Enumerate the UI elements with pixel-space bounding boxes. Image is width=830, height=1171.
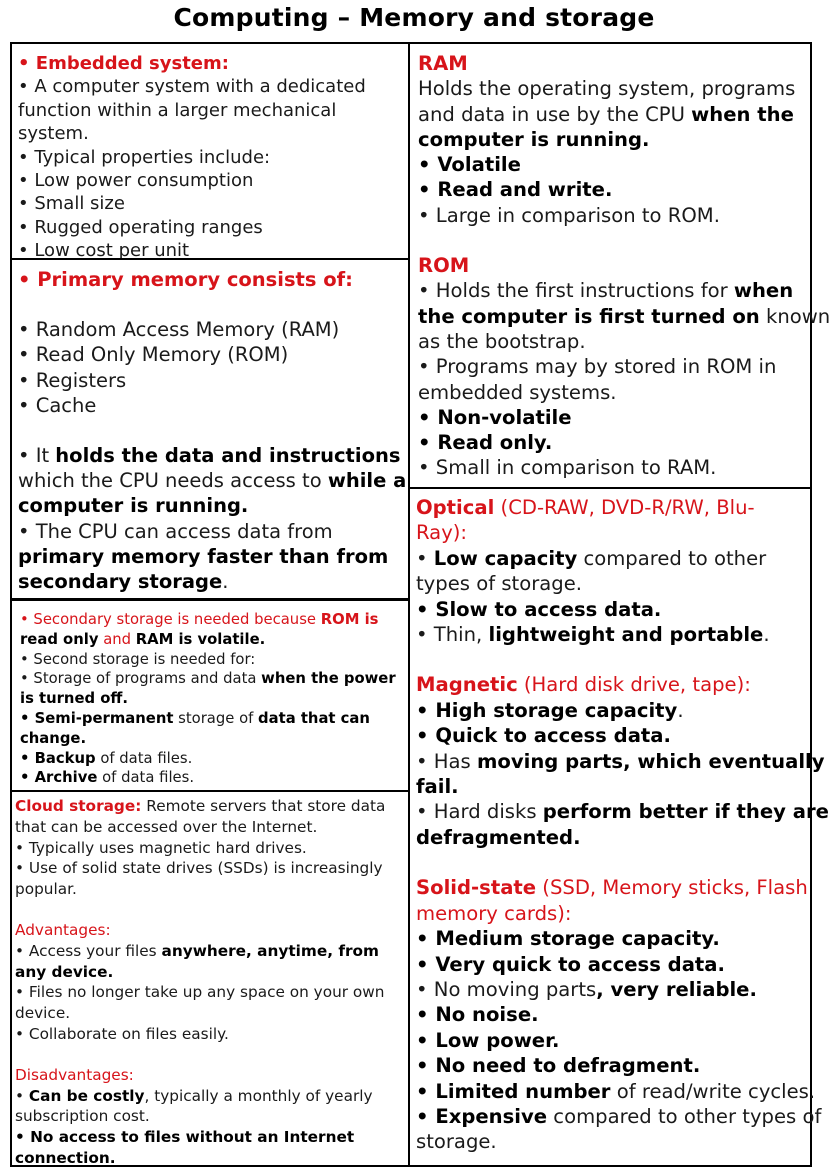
embedded-line: • Rugged operating ranges xyxy=(18,216,263,238)
cloud-line: • Typically uses magnetic hard drives. xyxy=(15,838,307,857)
magnetic-line: • Quick to access data. xyxy=(416,724,671,748)
optical-line: types of storage. xyxy=(416,572,582,596)
magnetic-line: defragmented. xyxy=(416,825,581,849)
cloud-line: popular. xyxy=(15,880,77,899)
cloud-line: • Access your files anywhere, anytime, from xyxy=(15,941,379,960)
primary-item: • Read Only Memory (ROM) xyxy=(18,343,289,367)
optical-line: • Slow to access data. xyxy=(416,597,662,621)
cloud-line: connection. xyxy=(15,1148,116,1167)
solid-state-line: • Very quick to access data. xyxy=(416,952,725,976)
secondary-line: change. xyxy=(20,729,87,747)
secondary-line: • Backup of data files. xyxy=(20,749,193,767)
primary-item: • Random Access Memory (RAM) xyxy=(18,318,340,342)
magnetic-line: • Hard disks perform better if they are xyxy=(416,800,829,824)
solid-state-heading: Solid-state (SSD, Memory sticks, Flash xyxy=(416,876,808,900)
cloud-line: device. xyxy=(15,1004,71,1023)
ram-line: Holds the operating system, programs xyxy=(418,77,796,101)
rom-line: as the bootstrap. xyxy=(418,329,586,353)
embedded-line: • Typical properties include: xyxy=(18,146,271,168)
rom-line: • Programs may by stored in ROM in xyxy=(418,355,777,379)
cloud-line: • No access to files without an Internet xyxy=(15,1128,355,1147)
page-title: Computing – Memory and storage xyxy=(173,3,655,32)
solid-state-line: • Medium storage capacity. xyxy=(416,927,720,951)
primary-memory-box xyxy=(10,258,410,600)
primary-heading: • Primary memory consists of: xyxy=(18,268,353,291)
primary-paragraph: computer is running. xyxy=(18,494,249,518)
primary-paragraph: • The CPU can access data from xyxy=(18,519,333,543)
secondary-line: is turned off. xyxy=(20,690,129,708)
cloud-line: • Use of solid state drives (SSDs) is increasingly xyxy=(15,859,383,878)
secondary-line: • Storage of programs and data when the power xyxy=(20,670,396,688)
optical-heading: Optical (CD-RAW, DVD-R/RW, Blu- xyxy=(416,496,755,519)
ram-line: computer is running. xyxy=(418,127,650,151)
cloud-line: that can be accessed over the Internet. xyxy=(15,817,318,836)
rom-heading: ROM xyxy=(418,254,470,278)
optical-line: • Thin, lightweight and portable. xyxy=(416,623,770,647)
embedded-line: • Low power consumption xyxy=(18,170,254,192)
primary-paragraph: which the CPU needs access to while a xyxy=(18,469,407,493)
embedded-line: function within a larger mechanical xyxy=(18,99,337,121)
advantages-heading: Advantages: xyxy=(15,920,111,939)
solid-state-heading: memory cards): xyxy=(416,901,572,925)
cloud-line: • Files no longer take up any space on your own xyxy=(15,983,385,1002)
solid-state-line: storage. xyxy=(416,1130,497,1154)
primary-paragraph: primary memory faster than from xyxy=(18,544,389,568)
primary-item: • Cache xyxy=(18,393,97,417)
solid-state-line: • No moving parts, very reliable. xyxy=(416,977,757,1001)
cloud-line: • Collaborate on files easily. xyxy=(15,1024,229,1043)
secondary-line: • Archive of data files. xyxy=(20,769,195,787)
secondary-line: • Second storage is needed for: xyxy=(20,650,256,668)
rom-line: • Small in comparison to RAM. xyxy=(418,456,717,480)
secondary-line: • Secondary storage is needed because ROM is xyxy=(20,611,379,628)
solid-state-line: • Expensive compared to other types of xyxy=(416,1104,822,1128)
ram-line: • Volatile xyxy=(418,153,521,177)
embedded-line: • Low cost per unit xyxy=(18,240,190,262)
secondary-line: • Semi-permanent storage of data that can xyxy=(20,709,370,727)
embedded-line: • A computer system with a dedicated xyxy=(18,76,366,98)
primary-item: • Registers xyxy=(18,368,127,392)
rom-line: embedded systems. xyxy=(418,380,617,404)
primary-paragraph: • It holds the data and instructions xyxy=(18,444,401,468)
magnetic-line: • Has moving parts, which eventually xyxy=(416,749,825,773)
primary-paragraph: secondary storage. xyxy=(18,570,229,594)
solid-state-line: • Low power. xyxy=(416,1028,560,1052)
embedded-line: • Small size xyxy=(18,193,125,215)
solid-state-line: • Limited number of read/write cycles. xyxy=(416,1079,816,1103)
ram-heading: RAM xyxy=(418,52,468,75)
cloud-line: • Can be costly, typically a monthly of yearly xyxy=(15,1086,373,1105)
ram-line: • Read and write. xyxy=(418,178,613,202)
rom-line: • Holds the first instructions for when xyxy=(418,279,794,303)
optical-heading: Ray): xyxy=(416,521,468,545)
ram-rom-box xyxy=(408,42,830,489)
cloud-line: subscription cost. xyxy=(15,1107,150,1126)
magnetic-line: fail. xyxy=(416,775,459,799)
ram-line: • Large in comparison to ROM. xyxy=(418,203,720,227)
cloud-storage-box xyxy=(10,790,410,1167)
cloud-line: any device. xyxy=(15,962,114,981)
embedded-line: system. xyxy=(18,123,89,145)
storage-types-box xyxy=(408,487,829,1167)
magnetic-line: • High storage capacity. xyxy=(416,698,684,722)
cloud-line: Cloud storage: Remote servers that store data xyxy=(15,797,386,815)
embedded-heading: • Embedded system: xyxy=(18,53,229,74)
disadvantages-heading: Disadvantages: xyxy=(15,1065,134,1084)
ram-line: and data in use by the CPU when the xyxy=(418,102,794,126)
secondary-storage-box xyxy=(10,599,410,792)
optical-line: • Low capacity compared to other xyxy=(416,546,767,570)
solid-state-line: • No need to defragment. xyxy=(416,1054,701,1078)
rom-line: • Read only. xyxy=(418,431,553,455)
rom-line: the computer is first turned on known xyxy=(418,304,830,328)
embedded-system-box xyxy=(10,42,410,260)
cloud-heading: Cloud storage: xyxy=(15,797,142,815)
rom-line: • Non-volatile xyxy=(418,405,572,429)
solid-state-line: • No noise. xyxy=(416,1003,539,1027)
magnetic-heading: Magnetic (Hard disk drive, tape): xyxy=(416,673,751,697)
secondary-line: read only and RAM is volatile. xyxy=(20,630,266,648)
